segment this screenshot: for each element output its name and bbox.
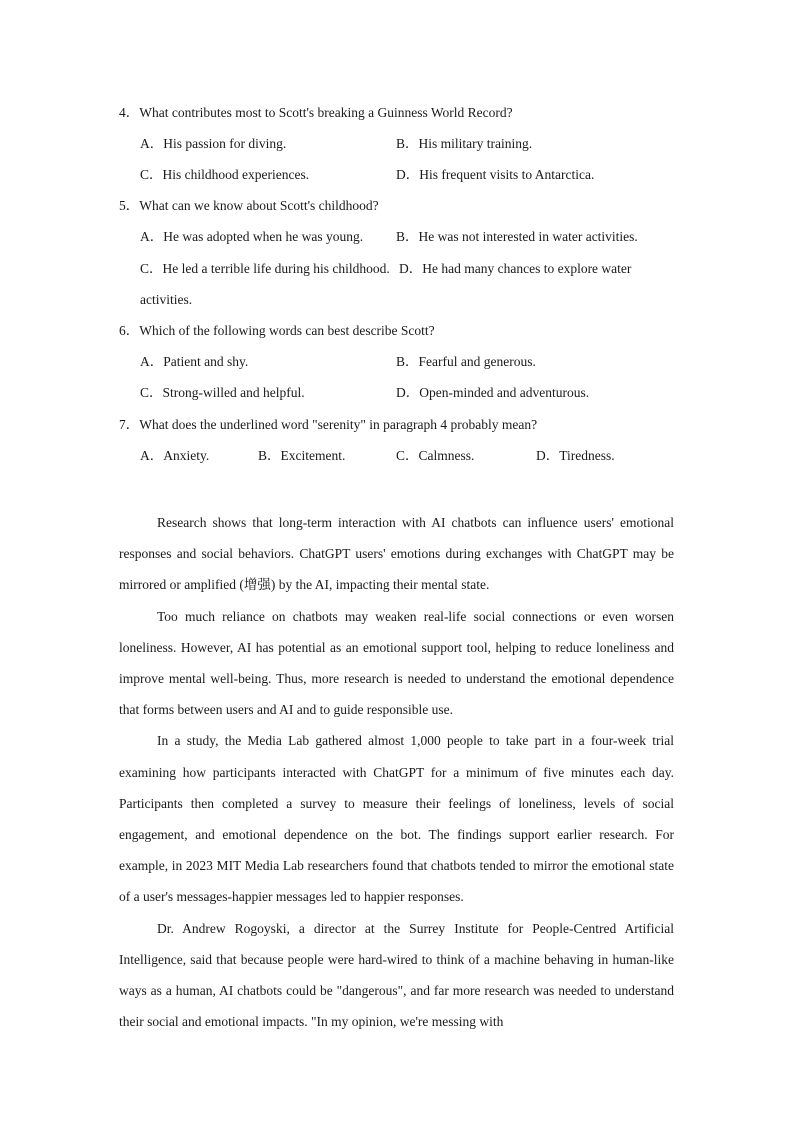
reading-passage: [119, 507, 674, 1037]
question-6-option-b: B．Fearful and generous.: [396, 354, 536, 369]
passage-paragraph-1: Research shows that long-term interaction with AI chatbots can influence users' emotional responses and social behaviors. ChatGPT users' emotions during exchanges with ChatGPT may be mirrored or amplified (增强) by the AI, impacting their mental state.: [119, 515, 674, 593]
question-4-option-d: D．His frequent visits to Antarctica.: [396, 167, 595, 182]
question-4-option-b: B．His military training.: [396, 136, 533, 151]
question-7-option-b: B．Excitement.: [258, 448, 346, 463]
question-5-option-d: D．He had many chances to explore water: [399, 261, 632, 276]
question-6-option-c: C．Strong-willed and helpful.: [140, 385, 305, 400]
question-5-option-d-continued: activities.: [140, 292, 193, 307]
question-4-stem: 4．What contributes most to Scott's breaking a Guinness World Record?: [119, 105, 513, 120]
question-4-option-c: C．His childhood experiences.: [140, 167, 310, 182]
question-6-option-d: D．Open-minded and adventurous.: [396, 385, 590, 400]
question-7-option-a: A．Anxiety.: [140, 448, 210, 463]
question-4-option-a: A．His passion for diving.: [140, 136, 287, 151]
question-7-stem: 7．What does the underlined word "serenity" in paragraph 4 probably mean?: [119, 417, 538, 432]
question-5-stem: 5．What can we know about Scott's childhood?: [119, 198, 379, 213]
passage-paragraph-2: Too much reliance on chatbots may weaken real-life social connections or even worsen loneliness. However, AI has potential as an emotional support tool, helping to reduce loneliness and improve mental well-being. Thus, more research is needed to understand the emotional dependence that forms between users and AI and to guide responsible use.: [119, 608, 674, 718]
question-6-stem: 6．Which of the following words can best describe Scott?: [119, 323, 435, 338]
question-7-option-d: D．Tiredness.: [536, 448, 615, 463]
question-5-option-a: A．He was adopted when he was young.: [140, 229, 364, 244]
passage-paragraph-3: In a study, the Media Lab gathered almost 1,000 people to take part in a four-week trial examining how participants interacted with ChatGPT for a minimum of five minutes each day. Participants then completed a survey to measure their feelings of loneliness, levels of social engagement, and emotional dependence on the bot. The findings support earlier research. For example, in 2023 MIT Media Lab researchers found that chatbots tended to mirror the emotional state of a user's messages-happier messages led to happier responses.: [119, 733, 674, 905]
passage-paragraph-4: Dr. Andrew Rogoyski, a director at the Surrey Institute for People-Centred Artificial Intelligence, said that because people were hard-wired to think of a machine behaving in human-like ways as a human, AI chatbots could be "dangerous", and far more research was needed to understand their social and emotional impacts. "In my opinion, we're messing with: [119, 920, 674, 1030]
question-5-option-c: C．He led a terrible life during his childhood.: [140, 261, 390, 276]
question-6-option-a: A．Patient and shy.: [140, 354, 249, 369]
question-5-option-b: B．He was not interested in water activities.: [396, 229, 638, 244]
question-7-option-c: C．Calmness.: [396, 448, 475, 463]
